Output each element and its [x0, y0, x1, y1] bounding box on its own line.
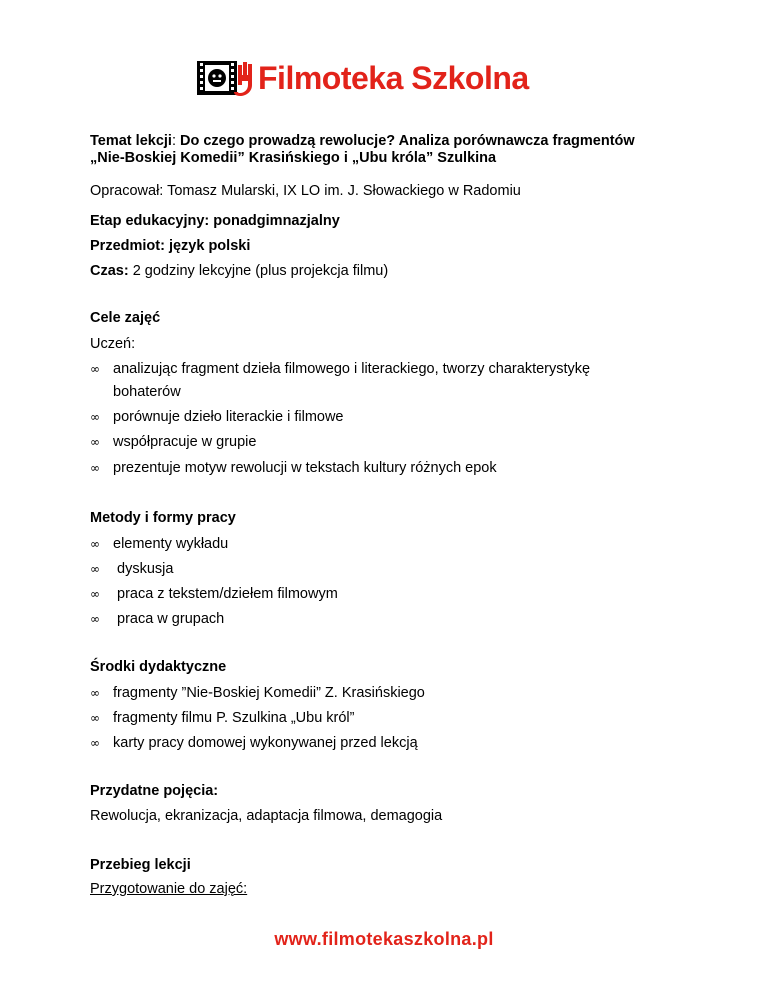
list-item: ∞ elementy wykładu	[90, 536, 229, 552]
list-item: ∞ fragmenty ”Nie-Boskiej Komedii” Z. Krasińskiego	[90, 685, 425, 701]
list-item: ∞ praca z tekstem/dziełem filmowym	[90, 586, 338, 602]
footer-url[interactable]: www.filmotekaszkolna.pl	[274, 929, 494, 949]
lesson-topic-line-2: „Nie-Boskiej Komedii” Krasińskiego i „Ubu króla” Szulkina	[90, 150, 497, 166]
lesson-topic-line-1	[90, 132, 635, 150]
time-value: 2 godziny lekcyjne (plus projekcja filmu)	[128, 263, 389, 279]
bullet-icon: ∞	[90, 686, 100, 700]
goals-intro: Uczeń:	[90, 336, 136, 352]
topic-text-1: Do czego prowadzą rewolucje? Analiza porównawcza fragmentów	[175, 133, 635, 149]
bullet-icon: ∞	[90, 562, 100, 576]
list-item: ∞ dyskusja	[90, 561, 174, 577]
time-line	[90, 262, 388, 280]
list-item: ∞ analizując fragment dzieła filmowego i literackiego, tworzy charakterystykę	[90, 361, 591, 377]
brand-name: Filmoteka Szkolna	[258, 60, 529, 96]
bullet-icon: ∞	[90, 537, 100, 551]
author-line: Opracował: Tomasz Mularski, IX LO im. J. Słowackiego w Radomiu	[90, 183, 521, 199]
film-reel-hand-icon	[196, 59, 258, 97]
list-item: ∞ prezentuje motyw rewolucji w tekstach kultury różnych epok	[90, 460, 497, 476]
time-label: Czas:	[90, 263, 129, 279]
list-item: ∞ współpracuje w grupie	[90, 434, 257, 450]
filmoteka-logo	[196, 58, 529, 98]
bullet-icon: ∞	[90, 587, 100, 601]
bullet-icon: ∞	[90, 410, 100, 424]
topic-label: Temat lekcji	[90, 133, 172, 149]
methods-heading: Metody i formy pracy	[90, 510, 236, 526]
list-item: ∞ karty pracy domowej wykonywanej przed lekcją	[90, 735, 418, 751]
list-item: ∞ porównuje dzieło literackie i filmowe	[90, 409, 344, 425]
bullet-icon: ∞	[90, 612, 100, 626]
concepts-text: Rewolucja, ekranizacja, adaptacja filmowa, demagogia	[90, 808, 443, 824]
goals-heading: Cele zajęć	[90, 310, 161, 326]
education-stage: Etap edukacyjny: ponadgimnazjalny	[90, 213, 340, 229]
bullet-icon: ∞	[90, 362, 100, 376]
concepts-heading: Przydatne pojęcia:	[90, 783, 219, 799]
procedure-heading: Przebieg lekcji	[90, 857, 191, 873]
list-item-continuation: bohaterów	[113, 384, 181, 400]
list-item: ∞ fragmenty filmu P. Szulkina „Ubu król”	[90, 710, 355, 726]
list-item: ∞ praca w grupach	[90, 611, 225, 627]
procedure-subheading: Przygotowanie do zajęć:	[90, 881, 248, 897]
bullet-icon: ∞	[90, 711, 100, 725]
bullet-icon: ∞	[90, 461, 100, 475]
bullet-icon: ∞	[90, 435, 100, 449]
topic-colon: :	[171, 133, 176, 149]
subject: Przedmiot: język polski	[90, 238, 251, 254]
bullet-icon: ∞	[90, 736, 100, 750]
resources-heading: Środki dydaktyczne	[90, 659, 227, 675]
